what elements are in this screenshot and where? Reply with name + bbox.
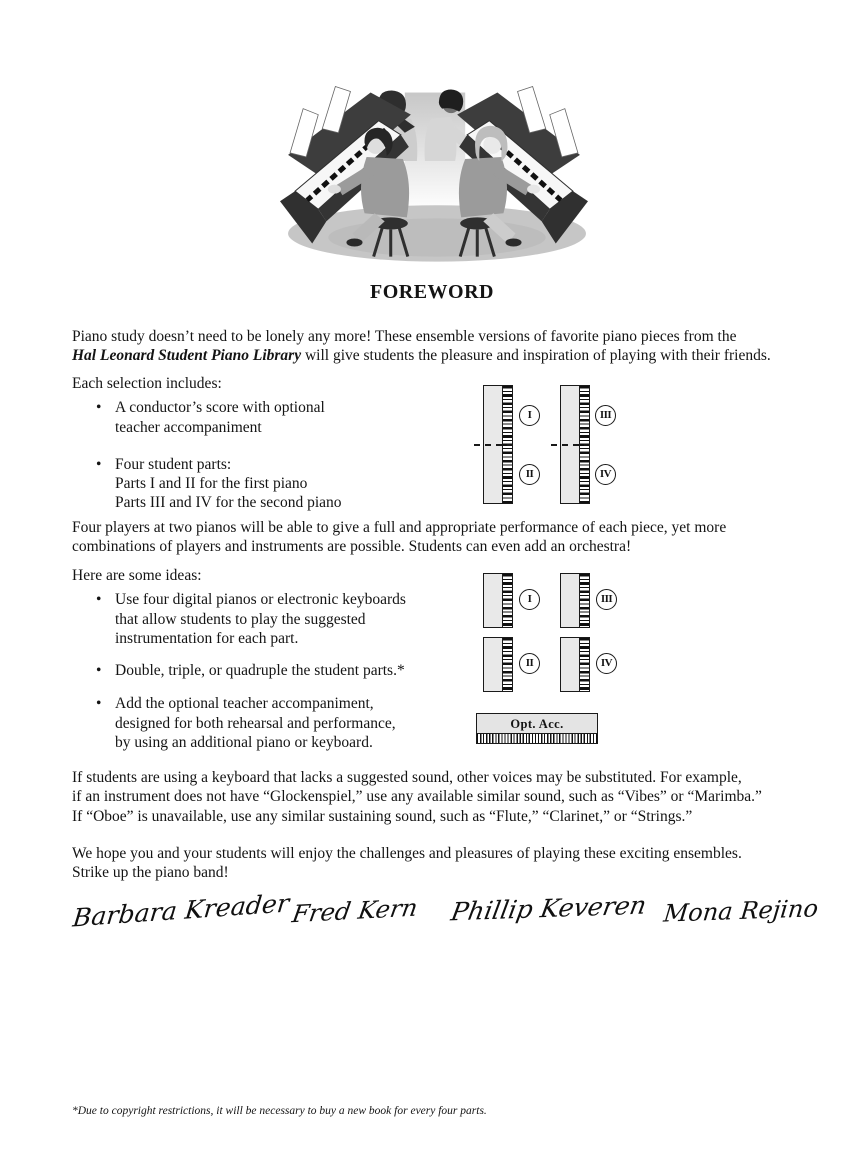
bullet-dot: • (96, 399, 102, 417)
ideas-bullet-2-line-1: Double, triple, or quadruple the student parts.* (115, 662, 405, 680)
part-label-IV: IV (596, 653, 617, 674)
ideas-bullet-1 (72, 590, 406, 648)
closing-line-1: We hope you and your students will enjoy the challenges and pleasures of playing these exciting ensembles. (72, 845, 742, 862)
substitution-line-2: if an instrument does not have “Glockenspiel,” use any available similar sound, such as “Vibes” or “Marimba.” (72, 788, 762, 806)
piano-2-keyboard (560, 385, 590, 504)
bullet-dot: • (96, 695, 102, 713)
piano-keys-strip (579, 638, 589, 691)
keyboard-IV (560, 637, 590, 692)
two-piano-diagram (483, 385, 628, 505)
part-label-I: I (519, 589, 540, 610)
ensemble-illustration (278, 64, 590, 266)
bullet-dot: • (96, 591, 102, 609)
copyright-footnote: *Due to copyright restrictions, it will be necessary to buy a new book for every four parts. (72, 1105, 487, 1117)
substitution-line-1: If students are using a keyboard that lacks a suggested sound, other voices may be substituted. For example, (72, 769, 742, 786)
selection-heading: Each selection includes: (72, 375, 222, 392)
ideas-bullet-1-line-2: that allow students to play the suggested (115, 610, 366, 628)
part-label-II: II (519, 653, 540, 674)
signature-fred-kern: Fred Kern (290, 893, 420, 929)
ideas-bullet-1-line-3: instrumentation for each part. (115, 629, 299, 647)
keyboard-split-line (551, 444, 590, 446)
piano-keys-strip (502, 638, 512, 691)
selection-bullet-1-line-2: teacher accompaniment (115, 418, 262, 436)
intro-line-2-rest: will give students the pleasure and inspiration of playing with their friends. (301, 347, 771, 365)
performance-note-line-1: Four players at two pianos will be able to give a full and appropriate performance of each piece, yet more (72, 519, 727, 536)
series-title: Hal Leonard Student Piano Library (72, 347, 302, 365)
intro-line-1: Piano study doesn’t need to be lonely any more! These ensemble versions of favorite piano pieces from the (72, 328, 737, 345)
substitution-note (72, 768, 762, 826)
piano-1-keyboard (483, 385, 513, 504)
ideas-heading: Here are some ideas: (72, 567, 202, 584)
closing-line-2: Strike up the piano band! (72, 864, 229, 882)
part-label-I: I (519, 405, 540, 426)
selection-section (72, 374, 342, 513)
ideas-bullet-3-line-1: Add the optional teacher accompaniment, (115, 695, 374, 713)
ideas-section (72, 566, 406, 752)
piano-keys-strip (579, 574, 589, 627)
keyboard-I (483, 573, 513, 628)
signature-phillip-keveren: Phillip Keveren (448, 890, 649, 927)
selection-bullet-2-line-3: Parts III and IV for the second piano (115, 494, 342, 512)
ideas-bullet-1-line-1: Use four digital pianos or electronic keyboards (115, 591, 406, 609)
selection-bullet-1-line-1: A conductor’s score with optional (115, 399, 325, 417)
part-label-II: II (519, 464, 540, 485)
ideas-bullet-3-line-3: by using an additional piano or keyboard. (115, 734, 373, 752)
ideas-bullet-3 (72, 694, 406, 752)
performance-note (72, 518, 726, 557)
keyboard-III (560, 573, 590, 628)
performance-note-line-2: combinations of players and instruments are possible. Students can even add an orchestra! (72, 538, 632, 556)
part-label-III: III (595, 405, 616, 426)
part-label-III: III (596, 589, 617, 610)
intro-paragraph (72, 327, 771, 366)
selection-bullet-1 (72, 398, 342, 437)
ideas-bullet-3-line-2: designed for both rehearsal and performance, (115, 714, 396, 732)
piano-keys-strip-horizontal (477, 733, 597, 743)
bullet-dot: • (96, 455, 102, 473)
four-keyboard-diagram (476, 573, 626, 745)
page-title: FOREWORD (370, 281, 494, 303)
opt-acc-label: Opt. Acc. (510, 717, 564, 731)
ideas-bullet-2 (72, 661, 406, 680)
substitution-line-3: If “Oboe” is unavailable, use any similar sustaining sound, such as “Flute,” “Clarinet,” or “Strings.” (72, 807, 693, 825)
piano-keys-strip (502, 574, 512, 627)
selection-bullet-2-line-1: Four student parts: (115, 455, 232, 473)
part-label-IV: IV (595, 464, 616, 485)
keyboard-split-line (474, 444, 513, 446)
closing-paragraph (72, 844, 742, 883)
signature-mona-rejino: Mona Rejino (662, 894, 820, 928)
keyboard-II (483, 637, 513, 692)
bullet-dot: • (96, 662, 102, 680)
selection-bullet-2 (72, 455, 342, 513)
signature-barbara-kreader: Barbara Kreader (71, 888, 291, 933)
selection-bullet-2-line-2: Parts I and II for the first piano (115, 475, 308, 493)
intro-line-2 (72, 346, 771, 365)
optional-accompaniment-keyboard (476, 713, 598, 744)
